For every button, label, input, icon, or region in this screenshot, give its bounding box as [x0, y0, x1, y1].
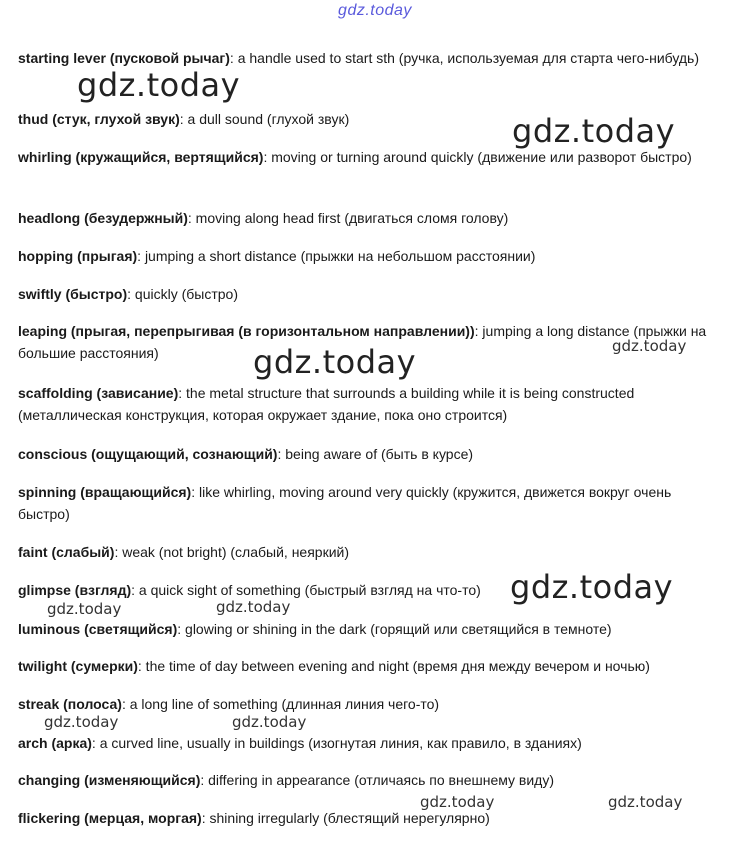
entry-term: headlong (безудержный)	[18, 210, 188, 226]
entry-term: spinning (вращающийся)	[18, 484, 192, 500]
entry-definition: : weak (not bright) (слабый, неяркий)	[114, 544, 350, 560]
entry-term: leaping (прыгая, перепрыгивая (в горизонтальном направлении))	[18, 323, 475, 339]
glossary-entry	[18, 481, 708, 525]
entry-term: arch (арка)	[18, 735, 92, 751]
glossary-entry	[18, 769, 708, 791]
glossary-entry	[18, 443, 708, 465]
watermark: gdz.today	[608, 793, 683, 811]
entry-term: flickering (мерцая, моргая)	[18, 810, 202, 826]
entry-term: scaffolding (зависание)	[18, 385, 179, 401]
entry-term: thud (стук, глухой звук)	[18, 111, 180, 127]
entry-term: streak (полоса)	[18, 696, 122, 712]
header-watermark: gdz.today	[338, 2, 412, 19]
entry-term: swiftly (быстро)	[18, 286, 128, 302]
watermark: gdz.today	[512, 112, 676, 150]
glossary-entry	[18, 207, 708, 229]
entry-term: changing (изменяющийся)	[18, 772, 201, 788]
entry-definition: : being aware of (быть в курсе)	[277, 446, 474, 462]
glossary-entry	[18, 655, 708, 677]
watermark: gdz.today	[44, 713, 119, 731]
watermark: gdz.today	[216, 598, 291, 616]
entry-definition: : the metal structure that surrounds a building while it is being constructed (металлическая конструкция, которая окружает здание, пока оно строится)	[18, 385, 635, 423]
watermark: gdz.today	[420, 793, 495, 811]
glossary-entry	[18, 283, 708, 305]
entry-term: glimpse (взгляд)	[18, 582, 132, 598]
glossary-entry	[18, 732, 708, 754]
glossary-entry	[18, 807, 708, 829]
glossary-entry	[18, 693, 708, 715]
glossary-entry	[18, 245, 708, 267]
entry-definition: : differing in appearance (отличаясь по внешнему виду)	[200, 772, 555, 788]
entry-definition: : quickly (быстро)	[127, 286, 238, 302]
watermark: gdz.today	[612, 337, 687, 355]
entry-definition: : a curved line, usually in buildings (изогнутая линия, как правило, в зданиях)	[91, 735, 582, 751]
entry-definition: : a quick sight of something (быстрый взгляд на что-то)	[131, 582, 481, 598]
watermark: gdz.today	[232, 713, 307, 731]
watermark: gdz.today	[77, 66, 241, 104]
glossary-entry	[18, 382, 708, 426]
entry-definition: : a long line of something (длинная линия чего-то)	[121, 696, 440, 712]
glossary-entry	[18, 618, 708, 640]
watermark: gdz.today	[253, 343, 417, 381]
entry-definition: : a dull sound (глухой звук)	[179, 111, 350, 127]
entry-term: hopping (прыгая)	[18, 248, 138, 264]
entry-definition: : moving or turning around quickly (движение или разворот быстро)	[263, 149, 692, 165]
glossary-entry	[18, 541, 708, 563]
watermark: gdz.today	[510, 568, 674, 606]
watermark: gdz.today	[47, 600, 122, 618]
entry-definition: : shining irregularly (блестящий нерегулярно)	[201, 810, 490, 826]
entry-term: conscious (ощущающий, сознающий)	[18, 446, 278, 462]
entry-definition: : a handle used to start sth (ручка, используемая для старта чего-нибудь)	[229, 50, 700, 66]
entry-definition: : glowing or shining in the dark (горящий или светящийся в темноте)	[177, 621, 612, 637]
entry-term: luminous (светящийся)	[18, 621, 178, 637]
entry-term: twilight (сумерки)	[18, 658, 138, 674]
entry-definition: : jumping a long distance (прыжки на большие расстояния)	[18, 323, 707, 361]
entry-definition: : like whirling, moving around very quickly (кружится, движется вокруг очень быстро)	[18, 484, 672, 522]
entry-term: whirling (кружащийся, вертящийся)	[18, 149, 264, 165]
entry-definition: : the time of day between evening and night (время дня между вечером и ночью)	[137, 658, 650, 674]
entry-definition: : jumping a short distance (прыжки на небольшом расстоянии)	[137, 248, 536, 264]
entry-definition: : moving along head first (двигаться сломя голову)	[187, 210, 509, 226]
entry-term: starting lever (пусковой рычаг)	[18, 50, 230, 66]
entry-term: faint (слабый)	[18, 544, 115, 560]
